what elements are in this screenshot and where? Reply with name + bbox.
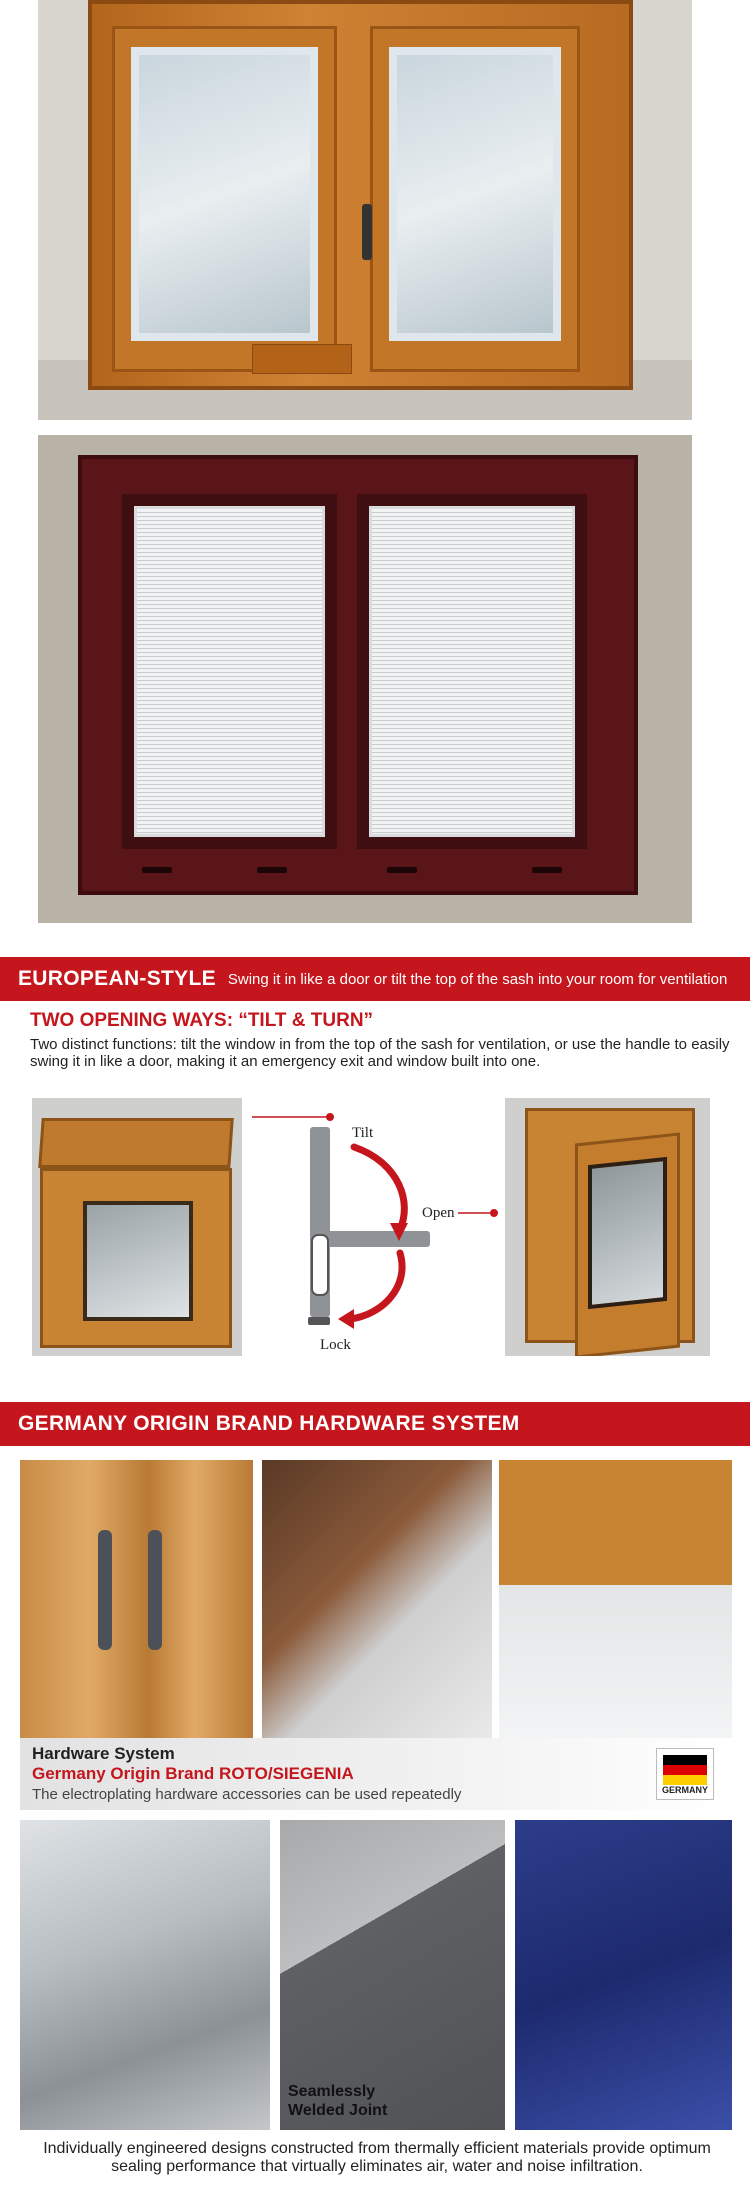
opening-ways-heading: TWO OPENING WAYS: “TILT & TURN”: [30, 1010, 374, 1031]
tilt-label: Tilt: [352, 1125, 374, 1141]
opening-ways-description: Two distinct functions: tilt the window in from the top of the sash for ventilation, or use the handle to easily swing it in like a door, making it an emergency exit and window built into one.: [30, 1036, 730, 1070]
welded-joint-label: Seamlessly Welded Joint: [288, 2083, 388, 2119]
handles-photo: [20, 1460, 253, 1738]
integrated-blinds: [369, 506, 575, 837]
stay-arm-photo: [499, 1460, 732, 1738]
banner-title: GERMANY ORIGIN BRAND HARDWARE SYSTEM: [18, 1412, 520, 1435]
handle-position-diagram: [250, 1105, 500, 1355]
open-label: Open: [422, 1205, 455, 1221]
tilt-window-photo: [32, 1098, 242, 1356]
banner-subtitle: Swing it in like a door or tilt the top of the sash into your room for ventilation: [227, 970, 728, 988]
hardware-system-banner: [0, 1402, 750, 1446]
blinds-window-photo: [38, 435, 692, 923]
hardware-note: The electroplating hardware accessories can be used repeatedly: [32, 1786, 462, 1803]
integrated-blinds: [134, 506, 325, 837]
bottom-description: Individually engineered designs constructed from thermally efficient materials provide optimum sealing performance that virtually eliminates air, water and noise infiltration.: [43, 2140, 711, 2175]
hardware-caption: [20, 1738, 732, 1810]
hardware-label: Hardware System: [32, 1744, 175, 1763]
european-style-banner: [0, 957, 750, 1001]
packaged-parts-photo: [515, 1820, 732, 2130]
germany-flag-icon: [656, 1748, 714, 1800]
window-handle: [362, 204, 372, 260]
corner-connector-photo: [20, 1820, 270, 2130]
turn-window-photo: [505, 1098, 710, 1356]
lock-label: Lock: [320, 1337, 351, 1353]
wooden-window-photo: [38, 0, 692, 420]
hardware-brand: Germany Origin Brand ROTO/SIEGENIA: [32, 1764, 354, 1783]
welded-joint-photo: [280, 1820, 505, 2130]
hinge-hardware-photo: [262, 1460, 492, 1738]
banner-title: EUROPEAN-STYLE: [18, 967, 216, 990]
flag-label: GERMANY: [661, 1785, 708, 1795]
